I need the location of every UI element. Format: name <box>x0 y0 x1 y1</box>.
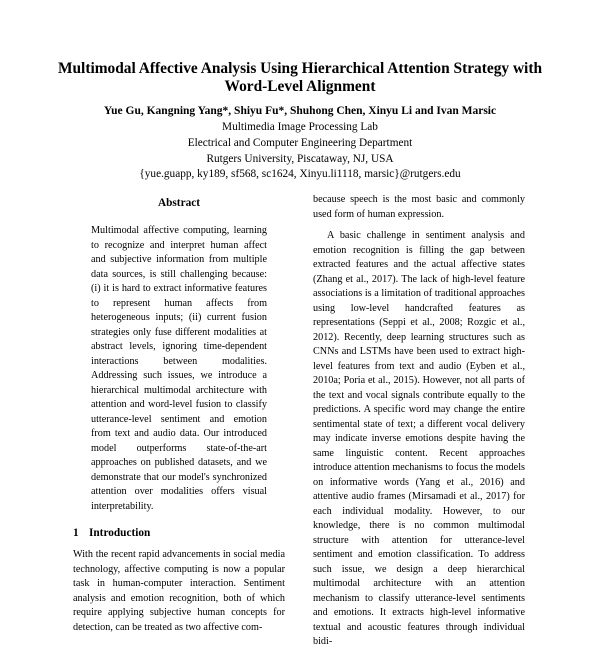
continued-paragraph: because speech is the most basic and commonly used form of human expression. <box>313 194 525 220</box>
section-title: Introduction <box>89 527 151 539</box>
introduction-heading <box>73 526 285 540</box>
left-column <box>73 196 285 635</box>
right-column <box>313 193 525 650</box>
affiliation-department: Electrical and Computer Engineering Department <box>187 136 413 149</box>
section-number: 1 <box>73 527 79 539</box>
affiliation-university: Rutgers University, Piscataway, NJ, USA <box>206 152 394 165</box>
introduction-paragraph: With the recent rapid advancements in social media technology, affective computing is now a popular task in human-computer interaction. Sentiment analysis and emotion recognition, both of which require applying subjective human concepts for detection, can be treated as two affective com- <box>73 549 285 633</box>
affiliation-emails: {yue.guapp, ky189, sf568, sc1624, Xinyu.li1118, marsic}@rutgers.edu <box>139 168 461 181</box>
challenge-paragraph: A basic challenge in sentiment analysis and emotion recognition is filling the gap between extracted features and the actual affective states (Zhang et al., 2017). The lack of high-level feature associations is a limitation of traditional approaches using low-level handcrafted features as representations (Seppi et al., 2008; Rozgic et al., 2012). Recently, deep learning structures such as CNNs and LSTMs have been used to extract high-level features from text and audio (Eyben et al., 2010a; Poria et al., 2015). However, not all parts of the text and vocal signals contribute equally to the predictions. A specific word may change the entire sentimental state of text; a different vocal delivery may indicate inverse emotions despite having the same linguistic content. Recent approaches introduce attention mechanisms to focus the models on informative words (Yang et al., 2016) and attentive audio frames (Mirsamadi et al., 2017) for each individual modality. However, to our knowledge, there is no common multimodal structure with attention for utterance-level sentiment and emotion classification. To address such issue, we design a deep hierarchical multimodal architecture with an attention mechanism to classify utterance-level sentiments and emotions. It extracts high-level informative textual and acoustic features through individual bidi- <box>313 230 525 647</box>
abstract-text: Multimodal affective computing, learning to recognize and interpret human affect and subjective information from multiple data sources, is still challenging because: (i) it is hard to extract informative features to represent human affects from heterogeneous inputs; (ii) current fusion strategies only fuse different modalities at abstract levels, ignoring time-dependent interactions between modalities. Addressing such issues, we introduce a hierarchical multimodal architecture with attention and word-level fusion to classify utterance-level sentiment and emotion from text and audio data. Our introduced model outperforms state-of-the-art approaches on published datasets, and we demonstrate that our model's synchronized attention over modalities offers visual interpretability. <box>91 225 267 512</box>
affiliation-lab: Multimedia Image Processing Lab <box>222 121 378 133</box>
title-line-1: Multimodal Affective Analysis Using Hierarchical Attention Strategy with <box>57 60 543 77</box>
abstract-heading: Abstract <box>157 197 201 209</box>
author-list: Yue Gu, Kangning Yang*, Shiyu Fu*, Shuhong Chen, Xinyu Li and Ivan Marsic <box>103 105 497 117</box>
title-line-2: Word-Level Alignment <box>224 78 376 95</box>
paper-title <box>40 60 560 96</box>
affiliation-block <box>40 120 560 183</box>
